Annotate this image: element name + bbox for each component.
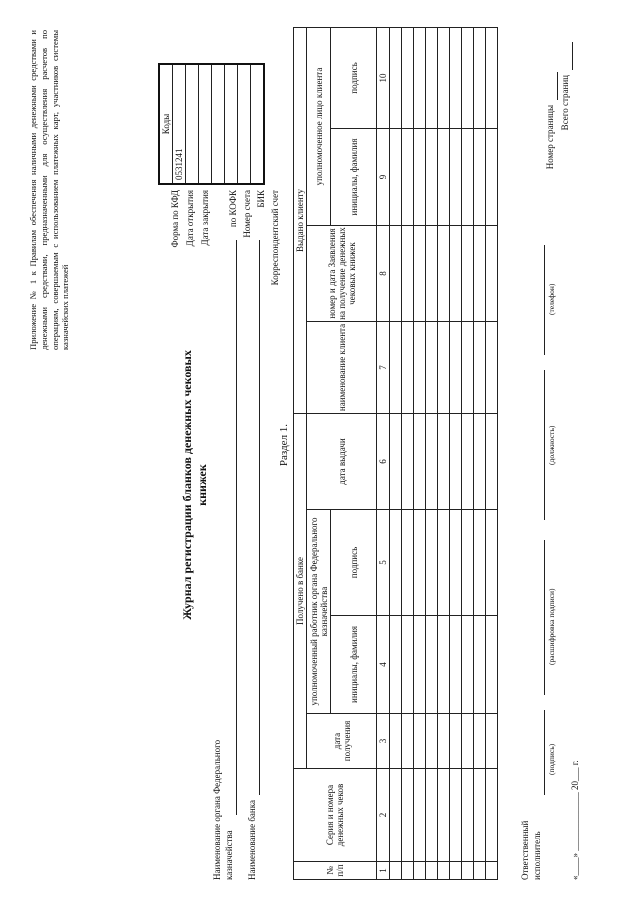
codes-table <box>158 63 265 185</box>
phone-caption: (телефон) <box>547 283 556 315</box>
code-kofk[interactable] <box>225 64 238 184</box>
group-client-person: уполномоченное лицо клиента <box>307 28 331 226</box>
code-bik[interactable] <box>251 64 265 184</box>
code-open-date[interactable] <box>186 64 199 184</box>
num-10: 10 <box>377 28 390 129</box>
journal-table <box>293 27 498 880</box>
page-number-label: Номер страницы <box>545 105 555 170</box>
total-pages-label: Всего страниц <box>560 75 570 131</box>
responsible-label-1: Ответственный <box>520 820 530 880</box>
treasury-name-label-1: Наименование органа Федерального <box>212 739 222 880</box>
journal-title: Журнал регистрации бланков денежных чековых книжек <box>180 350 209 620</box>
position-line[interactable] <box>544 370 545 520</box>
total-pages-line[interactable] <box>572 42 573 70</box>
table-row[interactable] <box>474 28 486 880</box>
phone-line[interactable] <box>544 245 545 355</box>
page-number-line[interactable] <box>557 72 558 100</box>
code-blank[interactable] <box>212 64 225 184</box>
label-account: Номер счета <box>242 190 252 238</box>
code-close-date[interactable] <box>199 64 212 184</box>
position-caption: (должность) <box>547 425 556 465</box>
date-line[interactable]: «____» _____________ 20___ г. <box>570 760 580 880</box>
label-open-date: Дата открытия <box>185 190 195 247</box>
col-issue-date: дата выдачи <box>307 414 377 510</box>
label-kfd: Форма по КФД <box>170 190 180 248</box>
num-9: 9 <box>377 129 390 226</box>
col-initials-4: инициалы, фамилия <box>331 616 377 714</box>
col-client-name: наименование клиента <box>307 322 377 414</box>
label-kofk: по КОФК <box>228 190 238 228</box>
num-8: 8 <box>377 226 390 322</box>
treasury-name-label-2: казначейства <box>224 830 234 880</box>
col-signature-10: подпись <box>331 28 377 129</box>
codes-labels <box>158 190 288 345</box>
col-receive-date: дата получения <box>307 714 377 769</box>
num-5: 5 <box>377 510 390 616</box>
col-application: номер и дата Заявления на получение денежных чековых книжек <box>307 226 377 322</box>
num-2: 2 <box>377 769 390 862</box>
col-num: № п/п <box>294 862 377 880</box>
table-row[interactable] <box>486 28 498 880</box>
table-row[interactable] <box>426 28 438 880</box>
responsible-label-2: исполнитель <box>532 831 542 880</box>
group-treasury-employee: уполномоченный работник органа Федерального казначейства <box>307 510 331 714</box>
table-row[interactable] <box>438 28 450 880</box>
code-kfd[interactable]: 0531241 <box>173 64 186 184</box>
signature-decode-line[interactable] <box>544 540 545 695</box>
col-series: Серия и номера денежных чеков <box>294 769 377 862</box>
num-1: 1 <box>377 862 390 880</box>
appendix-note: Приложение № 1 к Правилам обеспечения наличными денежными средствами и денежными средствами, предназначенными для осуществления расчетов по операциям, совершаемым с использованием платежных карт, участников системы казначейских платежей <box>28 30 71 350</box>
group-issued: Выдано клиенту <box>294 28 307 414</box>
table-row[interactable] <box>450 28 462 880</box>
signature-decode-caption: (расшифровка подписи) <box>547 588 556 665</box>
label-corr-account: Корреспондентский счет <box>270 190 280 286</box>
code-account[interactable] <box>238 64 251 184</box>
group-received: Получено в банке <box>294 414 307 769</box>
col-initials-9: инициалы, фамилия <box>331 129 377 226</box>
table-row[interactable] <box>402 28 414 880</box>
table-row[interactable] <box>462 28 474 880</box>
num-4: 4 <box>377 616 390 714</box>
col-signature-5: подпись <box>331 510 377 616</box>
codes-header: Коды <box>159 64 173 184</box>
label-close-date: Дата закрытия <box>200 190 210 246</box>
signature-line[interactable] <box>544 710 545 795</box>
bank-name-label: Наименование банка <box>247 800 257 880</box>
table-row[interactable] <box>414 28 426 880</box>
section-label: Раздел 1. <box>278 423 290 467</box>
label-bik: БИК <box>256 190 266 208</box>
num-7: 7 <box>377 322 390 414</box>
signature-caption: (подпись) <box>547 743 556 775</box>
num-3: 3 <box>377 714 390 769</box>
table-row[interactable] <box>390 28 402 880</box>
num-6: 6 <box>377 414 390 510</box>
